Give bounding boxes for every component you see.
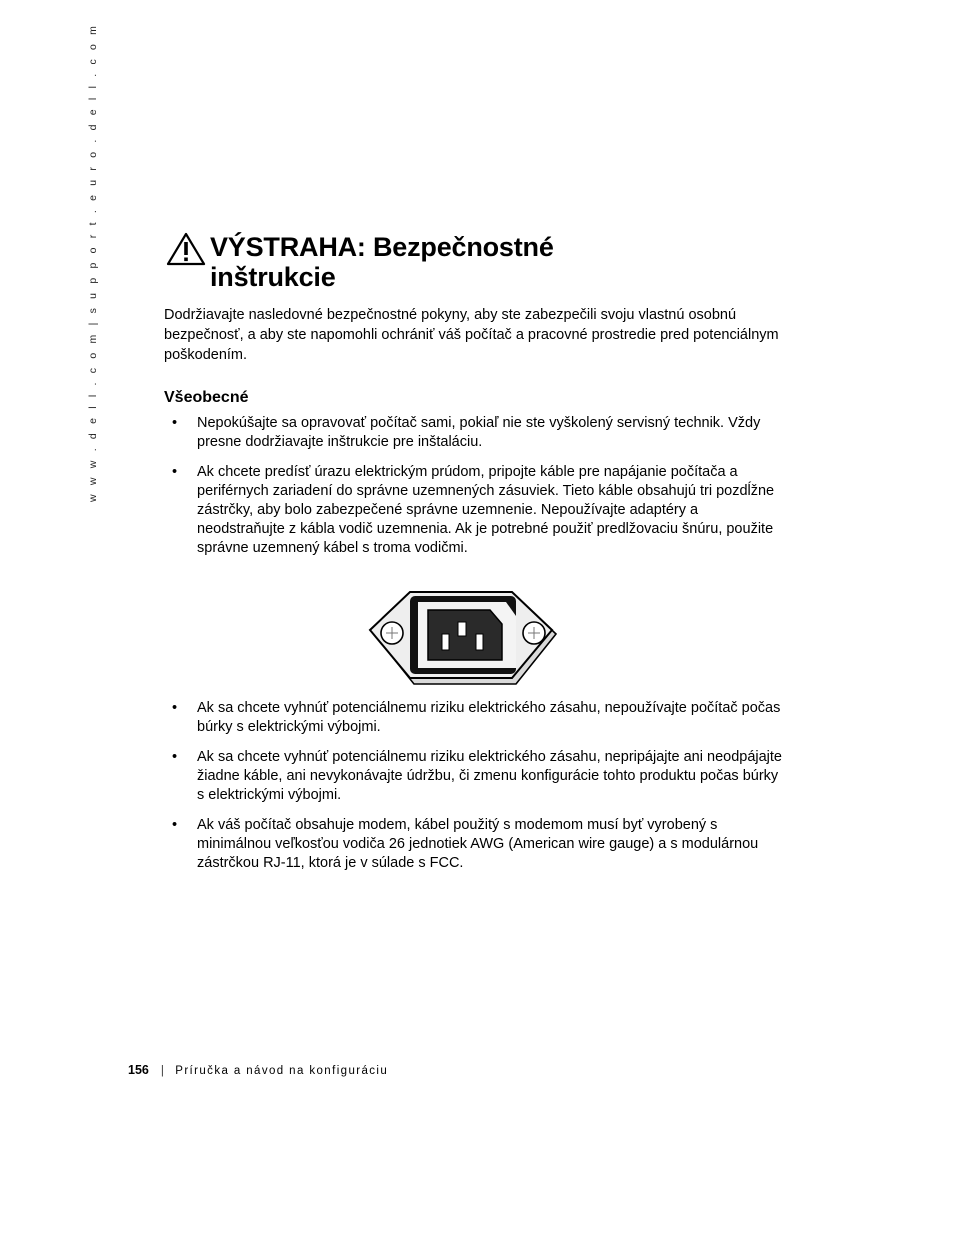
list-item	[164, 748, 784, 805]
bullet: •	[172, 749, 178, 765]
intro-paragraph: Dodržiavajte nasledovné bezpečnostné pokyny, aby ste zabezpečili svoju vlastnú osobnú bezpečnosť, a aby ste napomohli ochrániť váš počítač a pracovné prostredie pred potenciálnym poškodením.	[164, 307, 779, 363]
warning-triangle-icon	[166, 232, 206, 266]
list-item	[164, 463, 784, 558]
bullet: •	[172, 700, 178, 716]
bullet-list-continued	[164, 699, 784, 884]
page-number: 156	[128, 1063, 149, 1077]
list-item-text: Nepokúšajte sa opravovať počítač sami, pokiaľ nie ste vyškolený servisný technik. Vždy presne dodržiavajte inštrukcie pre inštaláciu.	[197, 415, 761, 450]
bullet: •	[172, 415, 178, 431]
title-line-1: VÝSTRAHA: Bezpečnostné	[210, 232, 554, 262]
bullet-list-general	[164, 414, 784, 569]
sidebar-url: w w w . d e l l . c o m | s u p p o r t . e u r o . d e l l . c o m	[87, 22, 99, 502]
list-item-text: Ak chcete predísť úrazu elektrickým prúdom, pripojte káble pre napájanie počítača a periférnych zariadení do správne uzemnených zásuviek. Tieto káble obsahujú tri pozdĺžne zástrčky, aby bolo zabezpečené správne uzemnenie. Nepoužívajte adaptéry a neodstraňujte z kábla vodič uzemnenia. Ak je potrebné použiť predlžovaciu šnúru, použite správne uzemnený kábel s troma vodičmi.	[197, 464, 775, 556]
power-connector-illustration	[366, 588, 560, 688]
section-heading: Všeobecné	[164, 389, 249, 406]
footer-separator: |	[160, 1065, 166, 1077]
list-item	[164, 699, 784, 737]
bullet: •	[172, 817, 178, 833]
heading	[166, 232, 786, 292]
list-item-text: Ak sa chcete vyhnúť potenciálnemu riziku elektrického zásahu, nepripájajte ani neodpájajte žiadne káble, ani nevykonávajte údržbu, či zmenu konfigurácie tohto produktu počas búrky s elektrickými výbojmi.	[197, 749, 782, 803]
footer-title: Príručka a návod na konfiguráciu	[175, 1065, 389, 1077]
list-item	[164, 816, 784, 873]
page-title	[166, 232, 786, 292]
bullet: •	[172, 464, 178, 480]
page-footer	[128, 1062, 388, 1079]
title-line-2: inštrukcie	[210, 262, 336, 292]
list-item-text: Ak váš počítač obsahuje modem, kábel použitý s modemom musí byť vyrobený s minimálnou veľkosťou vodiča 26 jednotiek AWG (American wire gauge) a s modulárnou zástrčkou RJ-11, ktorá je v súlade s FCC.	[197, 817, 759, 871]
list-item-text: Ak sa chcete vyhnúť potenciálnemu riziku elektrického zásahu, nepoužívajte počítač počas búrky s elektrickými výbojmi.	[197, 700, 781, 735]
list-item	[164, 414, 784, 452]
